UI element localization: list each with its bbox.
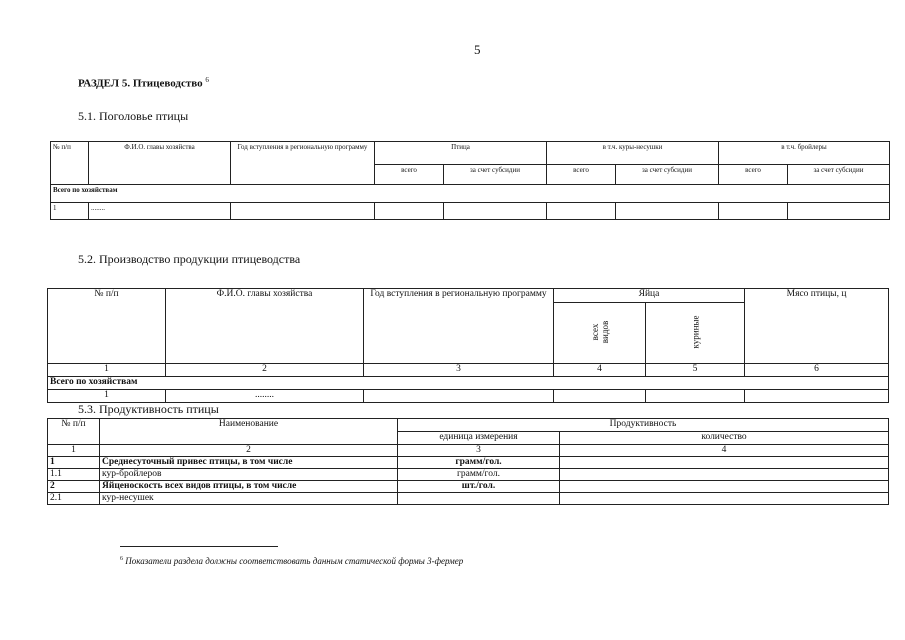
- header-num: № п/п: [48, 289, 166, 364]
- header-eggs: Яйца: [554, 289, 745, 303]
- header-all-kinds-text: всех видов: [589, 320, 610, 344]
- header-all-kinds: [554, 303, 646, 364]
- footnote-separator: [120, 546, 278, 547]
- header-subsidy: за счет субсидии: [788, 165, 890, 185]
- row-qty: [560, 469, 889, 481]
- header-unit: единица измерения: [398, 432, 560, 445]
- cell: [231, 203, 375, 220]
- cell: [646, 390, 745, 403]
- footnote: [120, 556, 463, 566]
- row-qty: [560, 457, 889, 469]
- col-num: 5: [646, 364, 745, 377]
- header-total: всего: [375, 165, 444, 185]
- row-num: 1: [48, 457, 100, 469]
- header-chicken: [646, 303, 745, 364]
- header-num: № п/п: [48, 419, 100, 445]
- cell: [719, 203, 788, 220]
- header-broilers: в т.ч. бройлеры: [719, 142, 890, 165]
- header-total: всего: [719, 165, 788, 185]
- header-chicken-text: куриные: [690, 315, 701, 349]
- row-qty: [560, 481, 889, 493]
- header-meat: Мясо птицы, ц: [745, 289, 889, 364]
- poultry-stock-table: [50, 141, 890, 220]
- cell: [788, 203, 890, 220]
- section-title: [78, 76, 209, 90]
- row-num: 2: [48, 481, 100, 493]
- col-num: 1: [48, 445, 100, 457]
- productivity-table: [47, 418, 889, 505]
- header-year: Год вступления в региональную программу: [231, 142, 375, 185]
- row-qty: [560, 493, 889, 505]
- cell: [375, 203, 444, 220]
- header-name: Наименование: [100, 419, 398, 445]
- row-unit: [398, 493, 560, 505]
- subsection-title-5-3: 5.3. Продуктивность птицы: [78, 402, 219, 416]
- total-row: Всего по хозяйствам: [48, 377, 889, 390]
- row-num: 1.1: [48, 469, 100, 481]
- row-num: 2.1: [48, 493, 100, 505]
- row-name: кур-бройлеров: [100, 469, 398, 481]
- cell: [745, 390, 889, 403]
- footnote-text: Показатели раздела должны соответствовать данным статической формы 3-фермер: [125, 556, 464, 566]
- header-subsidy: за счет субсидии: [616, 165, 719, 185]
- header-subsidy: за счет субсидии: [444, 165, 547, 185]
- footnote-reference: 6: [205, 76, 209, 84]
- header-productivity: Продуктивность: [398, 419, 889, 432]
- header-num: № п/п: [51, 142, 89, 185]
- col-num: 3: [364, 364, 554, 377]
- header-year: Год вступления в региональную программу: [364, 289, 554, 364]
- subsection-title-5-2: 5.2. Производство продукции птицеводства: [78, 252, 301, 266]
- col-num: 2: [166, 364, 364, 377]
- cell: [364, 390, 554, 403]
- header-qty: количество: [560, 432, 889, 445]
- header-hens: в т.ч. куры-несушки: [547, 142, 719, 165]
- poultry-production-table: [47, 288, 889, 403]
- cell: [616, 203, 719, 220]
- row-name: Среднесуточный привес птицы, в том числе: [100, 457, 398, 469]
- row-name: кур-несушек: [100, 493, 398, 505]
- row-num: 1: [48, 390, 166, 403]
- row-unit: грамм/гол.: [398, 469, 560, 481]
- footnote-number: 6: [120, 556, 123, 562]
- row-unit: грамм/гол.: [398, 457, 560, 469]
- section-title-text: РАЗДЕЛ 5. Птицеводство: [78, 77, 203, 90]
- col-num: 1: [48, 364, 166, 377]
- row-unit: шт./гол.: [398, 481, 560, 493]
- header-fio: Ф.И.О. главы хозяйства: [166, 289, 364, 364]
- row-fio: ........: [166, 390, 364, 403]
- row-fio: ........: [89, 203, 231, 220]
- subsection-title-5-1: 5.1. Поголовье птицы: [78, 109, 189, 123]
- col-num: 3: [398, 445, 560, 457]
- row-name: Яйценоскость всех видов птицы, в том числе: [100, 481, 398, 493]
- row-num: 1: [51, 203, 89, 220]
- col-num: 2: [100, 445, 398, 457]
- page-number: 5: [474, 42, 481, 57]
- header-total: всего: [547, 165, 616, 185]
- col-num: 6: [745, 364, 889, 377]
- col-num: 4: [554, 364, 646, 377]
- cell: [547, 203, 616, 220]
- col-num: 4: [560, 445, 889, 457]
- header-bird: Птица: [375, 142, 547, 165]
- cell: [444, 203, 547, 220]
- cell: [554, 390, 646, 403]
- header-fio: Ф.И.О. главы хозяйства: [89, 142, 231, 185]
- total-row: Всего по хозяйствам: [51, 185, 890, 203]
